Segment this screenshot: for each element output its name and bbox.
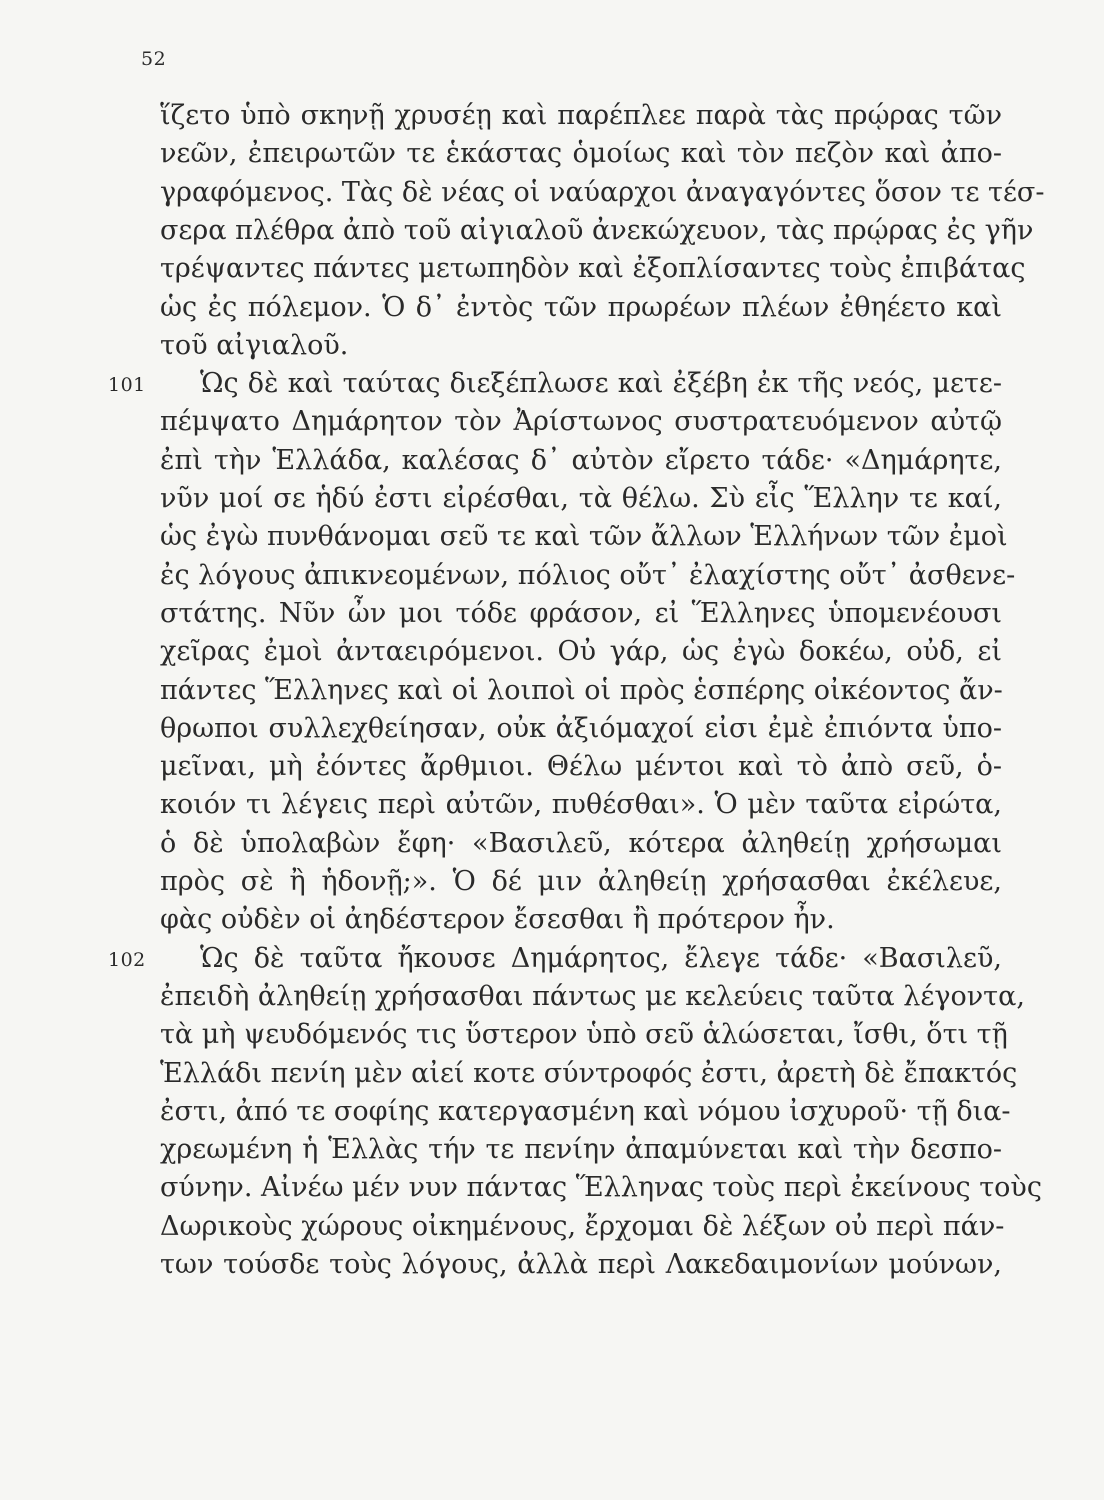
text-line: ἐπειδὴ ἀληθείῃ χρήσασθαι πάντως με κελεύεις ταῦτα λέγοντα,	[160, 980, 1025, 1012]
text-line: γραφόμενος. Τὰς δὲ νέας οἱ ναύαρχοι ἀναγαγόντες ὅσον τε τέσ-	[160, 176, 1045, 208]
text-line: σύνην. Αἰνέω μέν νυν πάντας Ἕλληνας τοὺς περὶ ἐκείνους τοὺς	[160, 1172, 1042, 1204]
text-line: Ἑλλάδι πενίη μὲν αἰεί κοτε σύντροφός ἐστι, ἀρετὴ δὲ ἔπακτός	[160, 1057, 1018, 1089]
text-line: τὰ μὴ ψευδόμενός τις ὕστερον ὑπὸ σεῦ ἁλώσεται, ἴσθι, ὅτι τῇ	[160, 1019, 1008, 1051]
text-line: Δωρικοὺς χώρους οἰκημένους, ἔρχομαι δὲ λέξων οὐ περὶ πάν-	[160, 1210, 1005, 1242]
text-line: πρὸς σὲ ἢ ἡδονῇ;». Ὁ δέ μιν ἀληθείῃ χρήσασθαι ἐκέλευε,	[160, 866, 1002, 897]
text-line: χεῖρας ἐμοὶ ἀνταειρόμενοι. Οὐ γάρ, ὡς ἐγὼ δοκέω, οὐδ, εἰ	[160, 636, 1002, 668]
text-line: πέμψατο Δημάρητον τὸν Ἀρίστωνος συστρατευόμενον αὐτῷ	[160, 406, 1002, 438]
text-line: σερα πλέθρα ἀπὸ τοῦ αἰγιαλοῦ ἀνεκώχευον, τὰς πρῴρας ἐς γῆν	[160, 214, 1034, 246]
text-line: ἐστι, ἀπό τε σοφίης κατεργασμένη καὶ νόμου ἰσχυροῦ· τῇ δια-	[160, 1095, 1011, 1127]
text-line: Ὡς δὲ καὶ ταύτας διεξέπλωσε καὶ ἐξέβη ἐκ τῆς νεός, μετε-	[200, 368, 1002, 400]
text-line: κοιόν τι λέγεις περὶ αὐτῶν, πυθέσθαι». Ὁ μὲν ταῦτα εἰρώτα,	[160, 789, 1002, 821]
text-line: ὡς ἐς πόλεμον. Ὁ δ᾽ ἐντὸς τῶν πρωρέων πλέων ἐθηέετο καὶ	[160, 291, 1002, 323]
text-line: πάντες Ἕλληνες καὶ οἱ λοιποὶ οἱ πρὸς ἑσπέρης οἰκέοντος ἄν-	[160, 674, 1003, 706]
text-line: ἐς λόγους ἀπικνεομένων, πόλιος οὔτ᾽ ἐλαχίστης οὔτ᾽ ἀσθενε-	[160, 559, 1016, 591]
text-line: νεῶν, ἐπειρωτῶν τε ἑκάστας ὁμοίως καὶ τὸν πεζὸν καὶ ἀπο-	[160, 138, 1002, 170]
text-line: νῦν μοί σε ἡδύ ἐστι εἰρέσθαι, τὰ θέλω. Σὺ εἶς Ἕλλην τε καί,	[160, 483, 1002, 514]
text-line: χρεωμένη ἡ Ἑλλὰς τήν τε πενίην ἀπαμύνεται καὶ τὴν δεσπο-	[160, 1134, 1002, 1166]
text-line: ὁ δὲ ὑπολαβὼν ἔφη· «Βασιλεῦ, κότερα ἀληθείῃ χρήσωμαι	[160, 827, 1002, 859]
text-line: ἐπὶ τὴν Ἑλλάδα, καλέσας δ᾽ αὐτὸν εἴρετο τάδε· «Δημάρητε,	[160, 444, 1002, 476]
text-line: τρέψαντες πάντες μετωπηδὸν καὶ ἐξοπλίσαντες τοὺς ἐπιβάτας	[160, 253, 1026, 285]
text-line: στάτης. Νῦν ὦν μοι τόδε φράσον, εἰ Ἕλληνες ὑπομενέουσι	[160, 597, 1002, 629]
text-line: θρωποι συλλεχθείησαν, οὐκ ἀξιόμαχοί εἰσι ἐμὲ ἐπιόντα ὑπο-	[160, 712, 1002, 744]
text-line: Ὡς δὲ ταῦτα ἤκουσε Δημάρητος, ἔλεγε τάδε· «Βασιλεῦ,	[200, 942, 1002, 974]
section-number: 101	[108, 374, 146, 397]
text-line: των τούσδε τοὺς λόγους, ἀλλὰ περὶ Λακεδαιμονίων μούνων,	[160, 1249, 1002, 1280]
text-line: μεῖναι, μὴ ἐόντες ἄρθμιοι. Θέλω μέντοι καὶ τὸ ἀπὸ σεῦ, ὁ-	[160, 751, 1002, 783]
text-line: τοῦ αἰγιαλοῦ.	[160, 329, 349, 361]
text-line: ἵζετο ὑπὸ σκηνῇ χρυσέῃ καὶ παρέπλεε παρὰ τὰς πρῴρας τῶν	[160, 100, 1002, 131]
page-number: 52	[141, 48, 167, 70]
section-number: 102	[108, 948, 146, 971]
text-line: ὡς ἐγὼ πυνθάνομαι σεῦ τε καὶ τῶν ἄλλων Ἑλλήνων τῶν ἐμοὶ	[160, 521, 1008, 553]
text-line: φὰς οὐδὲν οἱ ἀηδέστερον ἔσεσθαι ἢ πρότερον ἦν.	[160, 904, 835, 936]
